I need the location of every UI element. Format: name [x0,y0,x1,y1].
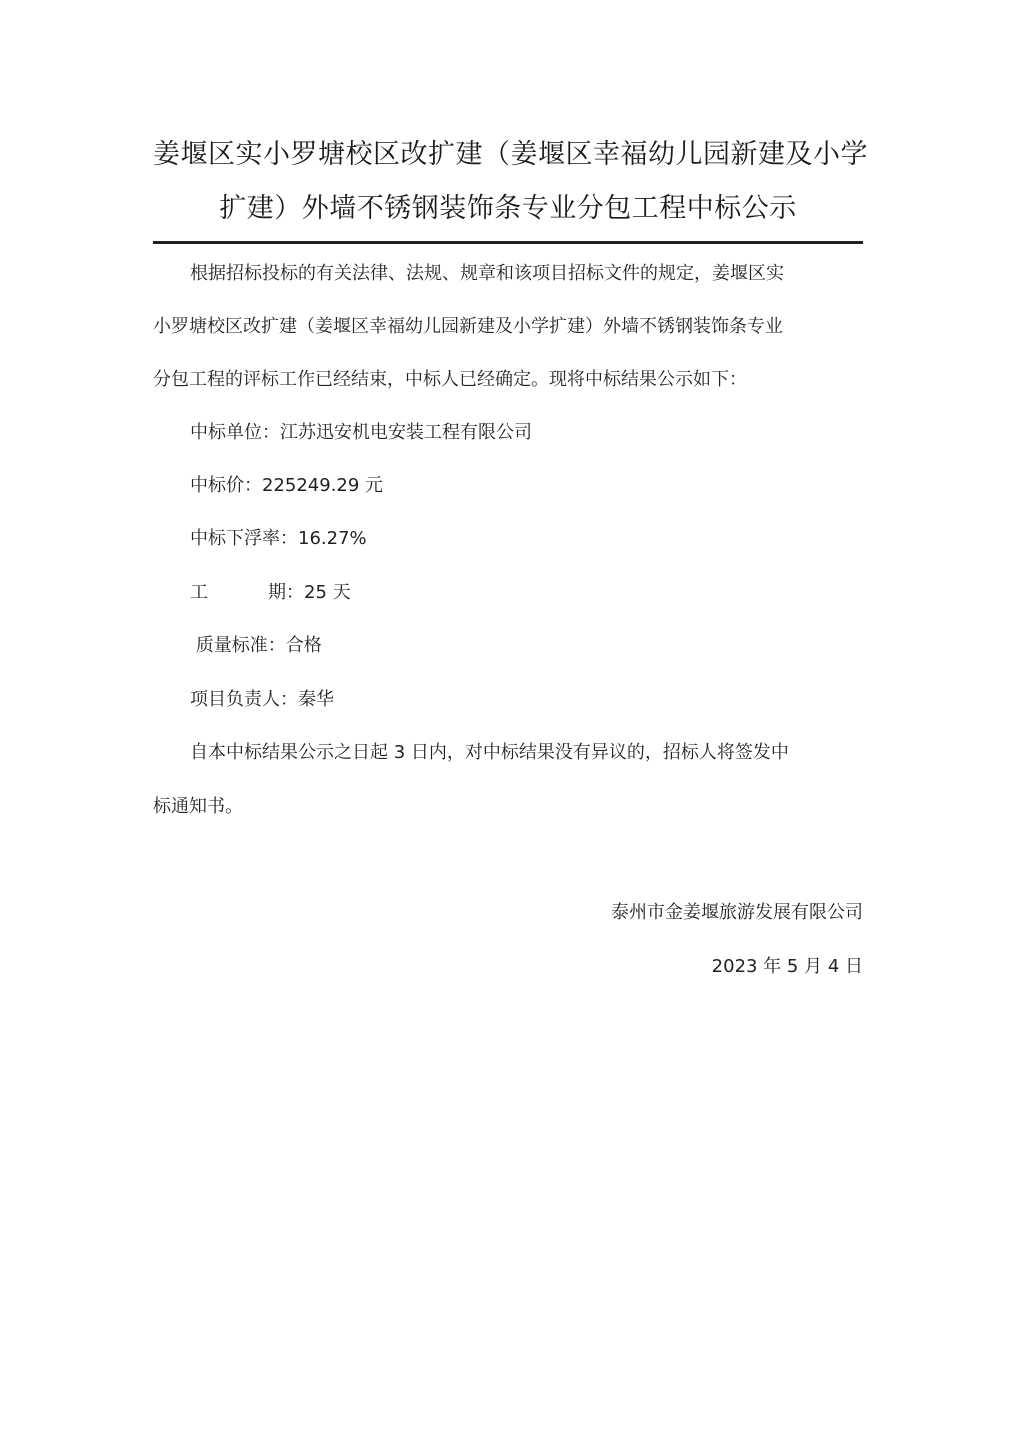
quality-line: 质量标准：合格 [190,635,322,656]
issuer-signature: 泰州市金姜堰旅游发展有限公司 [611,902,863,923]
winner-line: 中标单位：江苏迅安机电安装工程有限公司 [190,422,532,443]
manager-line: 项目负责人：秦华 [190,689,334,710]
notice-line-2: 标通知书。 [153,796,243,817]
intro-line-1: 根据招标投标的有关法律、法规、规章和该项目招标文件的规定，姜堰区实 [190,263,784,284]
document-title-line-1: 姜堰区实小罗塘校区改扩建（姜堰区幸福幼儿园新建及小学 [153,139,868,170]
intro-line-2: 小罗塘校区改扩建（姜堰区幸福幼儿园新建及小学扩建）外墙不锈钢装饰条专业 [153,316,783,337]
price-line: 中标价：225249.29 元 [190,475,384,496]
duration-label-b: 期：25 天 [268,582,351,603]
notice-line-1: 自本中标结果公示之日起 3 日内，对中标结果没有异议的，招标人将签发中 [190,742,789,763]
duration-label-a: 工 [190,582,208,603]
duration-line [153,581,900,605]
title-divider [153,241,863,244]
discount-rate-line: 中标下浮率：16.27% [190,528,367,549]
document-title-line-2: 扩建）外墙不锈钢装饰条专业分包工程中标公示 [219,193,797,224]
intro-line-3: 分包工程的评标工作已经结束，中标人已经确定。现将中标结果公示如下： [153,369,747,390]
issue-date: 2023 年 5 月 4 日 [711,956,863,977]
